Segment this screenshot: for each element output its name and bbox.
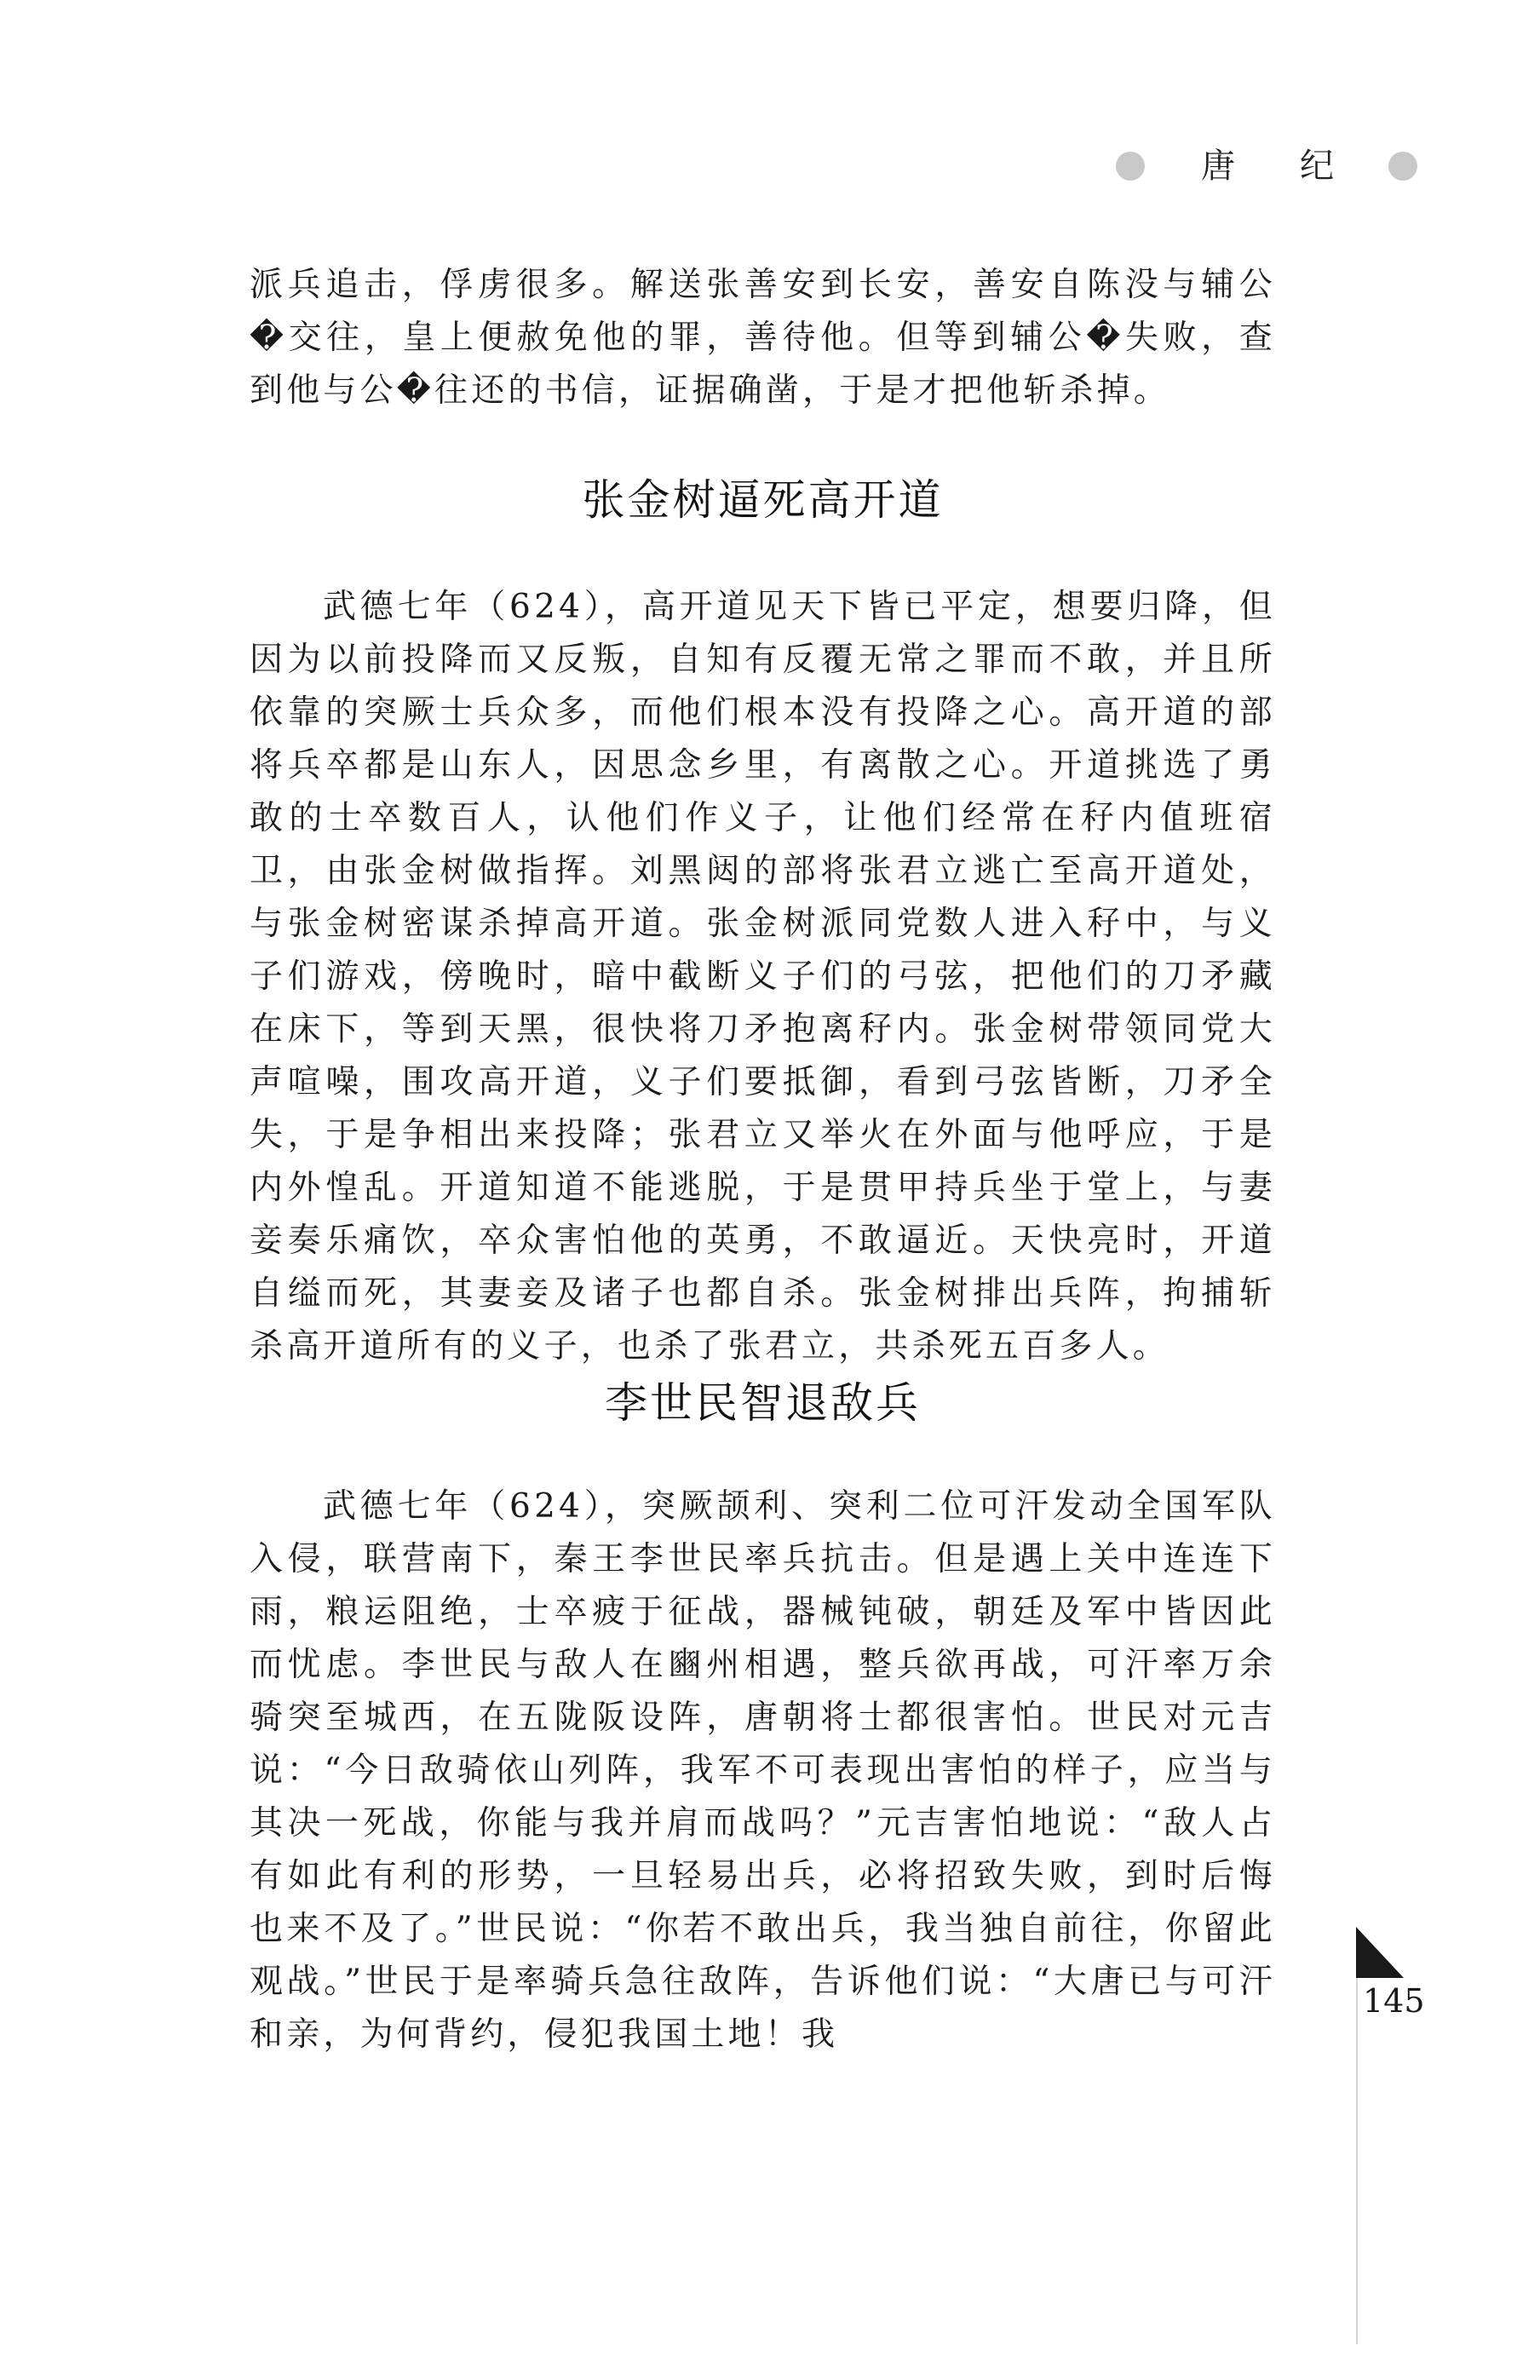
- running-header: [1107, 145, 1431, 196]
- header-title-char-2: 纪: [1300, 147, 1334, 186]
- section-title-2: 李世民智退敌兵: [605, 1378, 921, 1428]
- header-dot-right-icon: [1388, 152, 1417, 181]
- page-number: 145: [1363, 1982, 1425, 2020]
- section-body-1: 武德七年（624），高开道见天下皆已平定，想要归降，但因为以前投降而又反叛，自知有反覆无常之罪而不敢，并且所依靠的突厥士兵众多，而他们根本没有投降之心。高开道的部将兵卒都是山东人，因思念乡里，有离散之心。开道挑选了勇敢的士卒数百人，认他们作义子，让他们经常在秄内值班宿卫，由张金树做指挥。刘黑闼的部将张君立逃亡至高开道处，与张金树密谋杀掉高开道。张金树派同党数人进入秄中，与义子们游戏，傍晚时，暗中截断义子们的弓弦，把他们的刀矛藏在床下，等到天黑，很快将刀矛抱离秄内。张金树带领同党大声喧噪，围攻高开道，义子们要抵御，看到弓弦皆断，刀矛全失，于是争相出来投降；张君立又举火在外面与他呼应，于是内外惶乱。开道知道不能逃脱，于是贯甲持兵坐于堂上，与妻妾奏乐痛饮，卒众害怕他的英勇，不敢逼近。天快亮时，开道自缢而死，其妻妾及诸子也都自杀。张金树排出兵阵，拘捕斩杀高开道所有的义子，也杀了张君立，共杀死五百多人。: [250, 588, 1276, 1365]
- section-title-1: 张金树逼死高开道: [582, 475, 944, 525]
- header-dot-left-icon: [1116, 152, 1145, 181]
- intro-paragraph: 派兵追击，俘虏很多。解送张善安到长安，善安自陈没与辅公�交往，皇上便赦免他的罪，善待他。但等到辅公�失败，查到他与公�往还的书信，证据确凿，于是才把他斩杀掉。: [250, 266, 1276, 410]
- header-title-char-1: 唐: [1201, 147, 1235, 186]
- section-body-2: 武德七年（624），突厥颉利、突利二位可汗发动全国军队入侵，联营南下，秦王李世民率兵抗击。但是遇上关中连连下雨，粮运阻绝，士卒疲于征战，器械钝破，朝廷及军中皆因此而忧虑。李世民与敌人在豳州相遇，整兵欲再战，可汗率万余骑突至城西，在五陇阪设阵，唐朝将士都很害怕。世民对元吉说：“今日敌骑依山列阵，我军不可表现出害怕的样子，应当与其决一死战，你能与我并肩而战吗？”元吉害怕地说：“敌人占有如此有利的形势，一旦轻易出兵，必将招致失败，到时后悔也来不及了。”世民说：“你若不敢出兵，我当独自前往，你留此观战。”世民于是率骑兵急往敌阵，告诉他们说：“大唐已与可汗和亲，为何背约，侵犯我国土地！我: [250, 1487, 1276, 2054]
- margin-rule: [1356, 1978, 1358, 2344]
- corner-triangle-icon: [1356, 1927, 1404, 1978]
